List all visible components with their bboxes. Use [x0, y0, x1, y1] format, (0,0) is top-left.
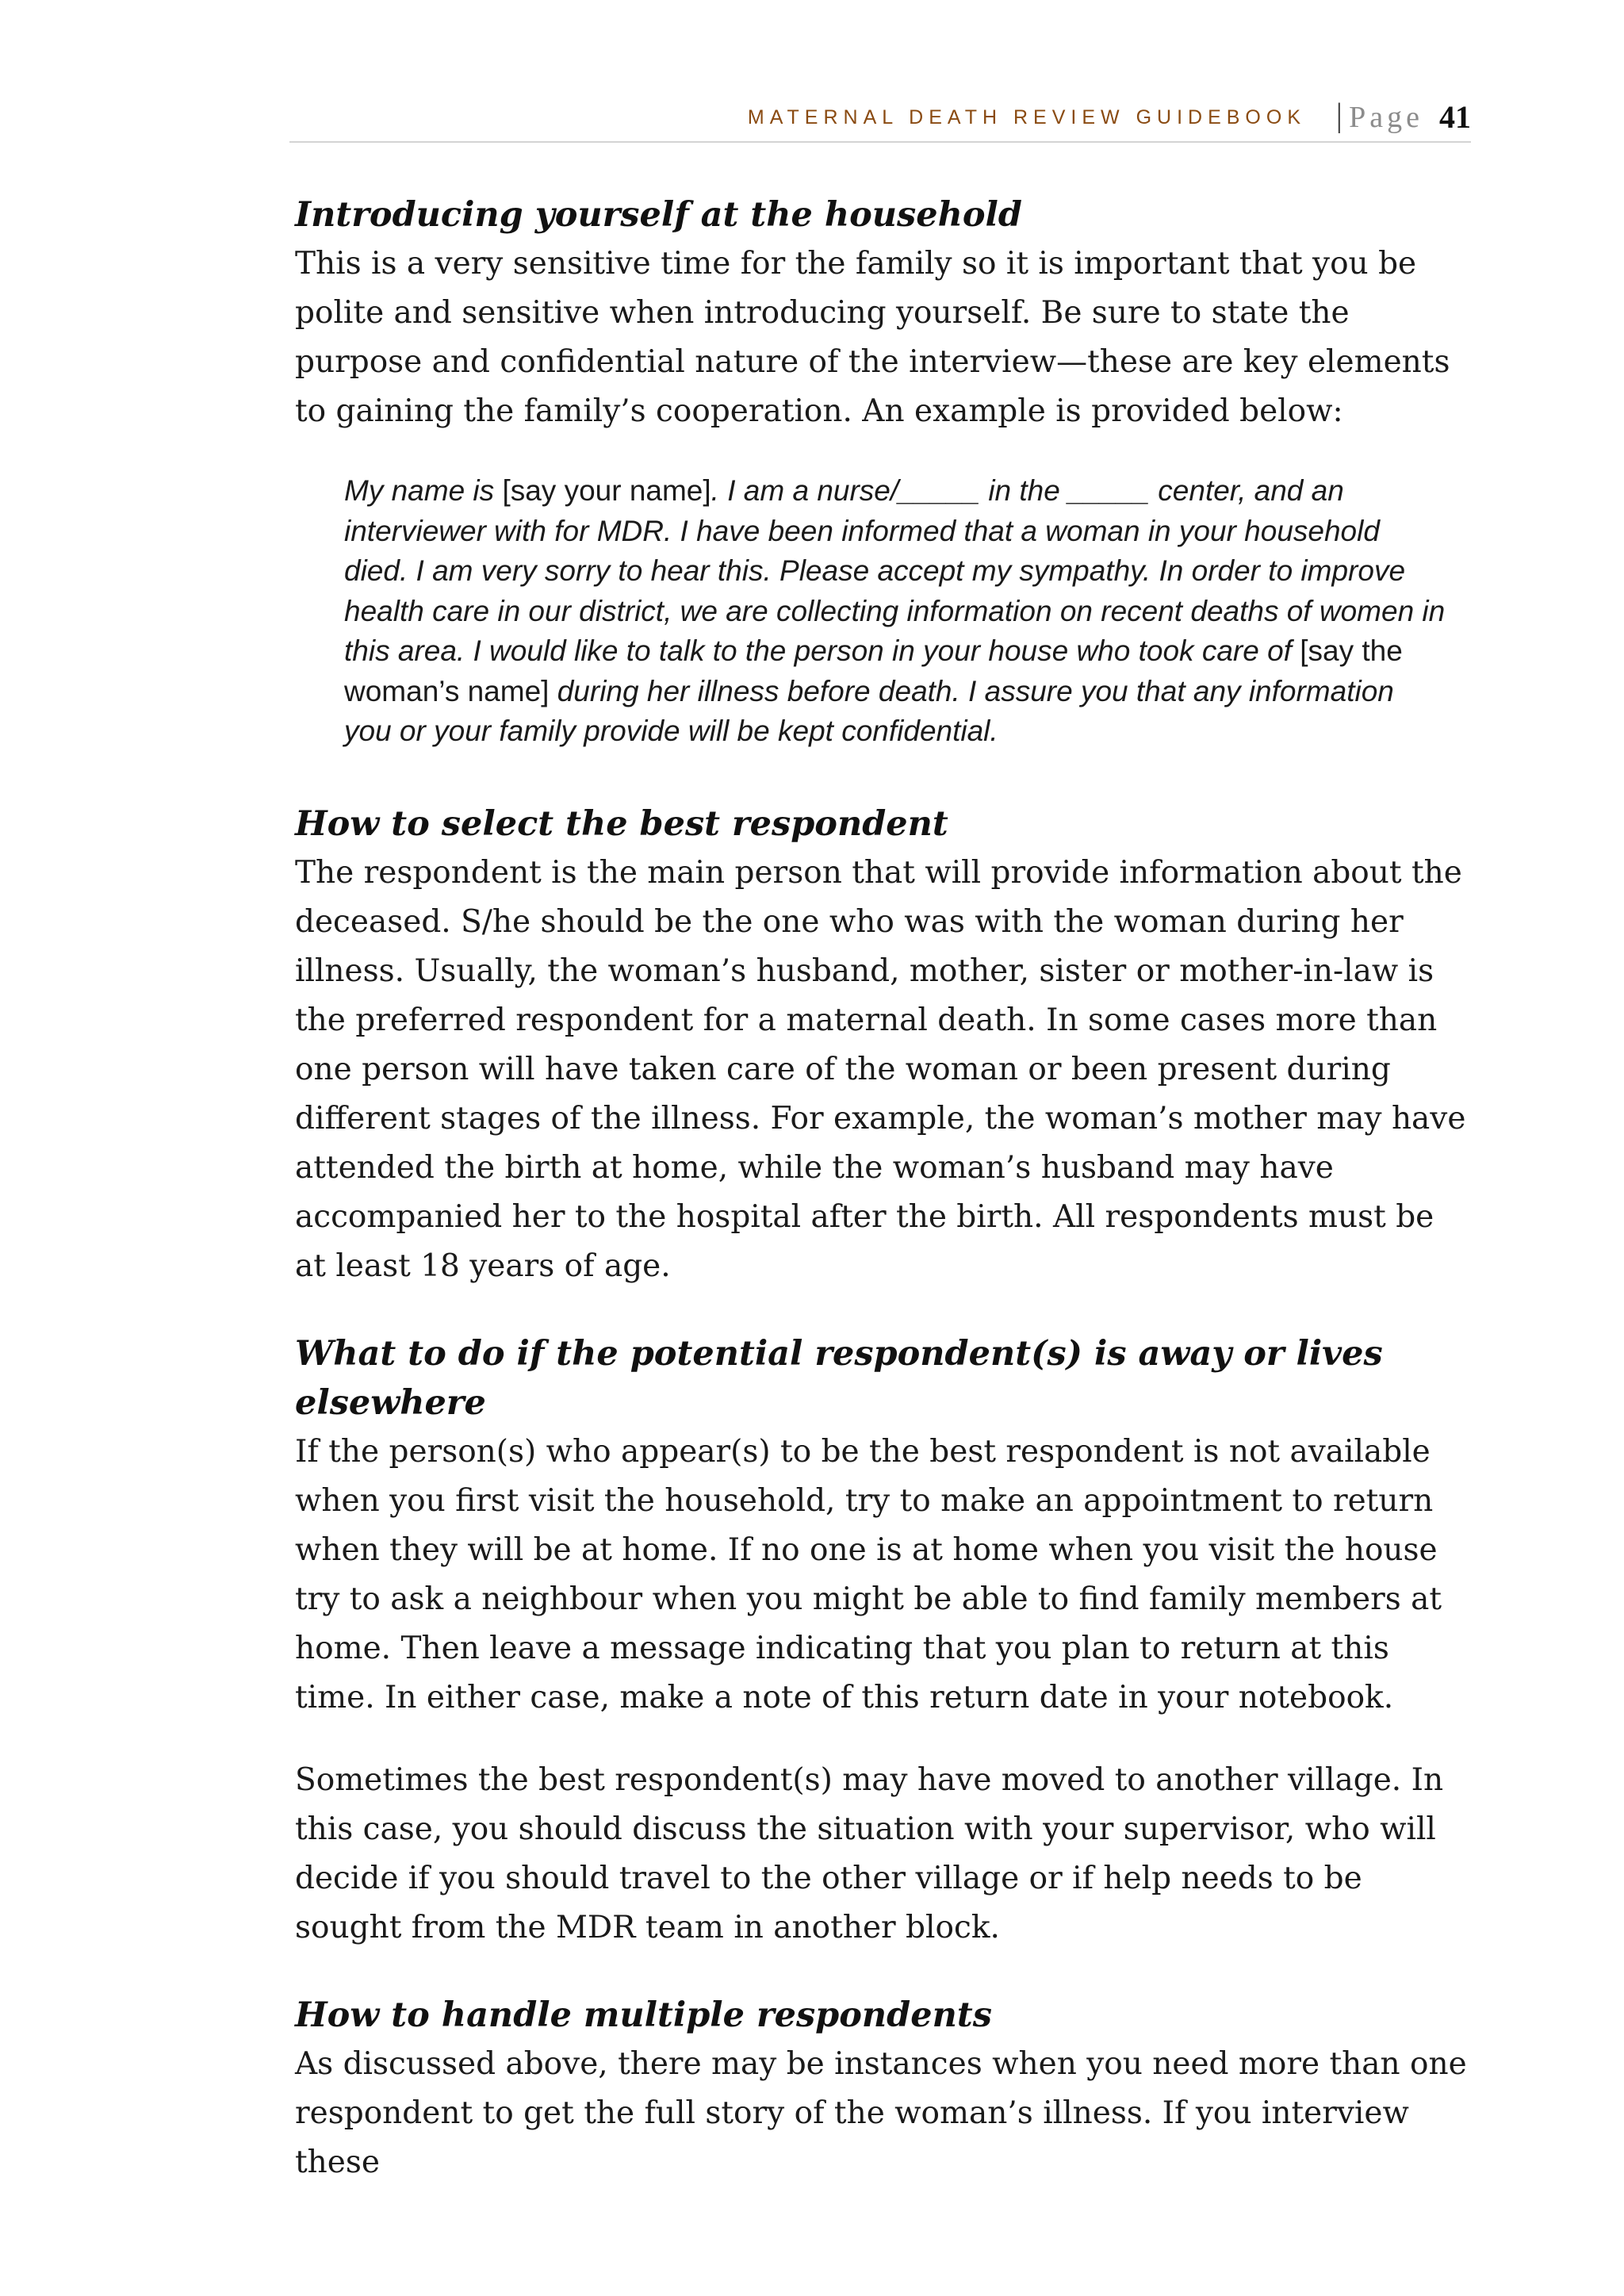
header-title: MATERNAL DEATH REVIEW GUIDEBOOK	[747, 106, 1306, 128]
page-number: 41	[1439, 99, 1471, 135]
example-script-quote	[344, 471, 1446, 752]
page-header	[289, 95, 1471, 143]
paragraph-introducing: This is a very sensitive time for the family so it is important that you be polite and sensitive when introducing yourself. Be sure to state the purpose and confidential nature of the interview—these are key elements to gaining the family’s cooperation. An example is provided below:	[295, 246, 1450, 429]
section-heading-multiple-respondents: How to handle multiple respondents	[295, 1995, 992, 2035]
quote-part-3: . I am a nurse/_____ in the _____ center, and an interviewer with for MDR. I have been informed that a woman in your household died. I am very sorry to hear this. Please accept my sympathy. In order to improve health care in our district, we are collecting information on recent deaths of women in this area. I would like to talk to the person in your house who took care of	[344, 474, 1446, 667]
paragraph-respondent-moved: Sometimes the best respondent(s) may have moved to another village. In this case, you should discuss the situation with your supervisor, who will decide if you should travel to the other village or if help needs to be sought from the MDR team in another block.	[295, 1761, 1444, 1945]
page-body	[295, 190, 1469, 2187]
paragraph-respondent-away: If the person(s) who appear(s) to be the best respondent is not available when you first visit the household, try to make an appointment to return when they will be at home. If no one is at home when you visit the house try to ask a neighbour when you might be able to find family members at home. Then leave a message indicating that you plan to return at this time. In either case, make a note of this return date in your notebook.	[295, 1433, 1442, 1715]
paragraph-select-respondent: The respondent is the main person that will provide information about the deceased. S/he should be the one who was with the woman during her illness. Usually, the woman’s husband, mother, sister or mother-in-law is the preferred respondent for a maternal death. In some cases more than one person will have taken care of the woman or been present during different stages of the illness. For example, the woman’s mother may have attended the birth at home, while the woman’s husband may have accompanied her to the hospital after the birth. All respondents must be at least 18 years of age.	[295, 854, 1466, 1284]
header-separator: |	[1335, 98, 1342, 134]
quote-placeholder-woman-name: [say the woman’s name]	[344, 634, 1403, 707]
header-page-label: Page	[1349, 101, 1423, 134]
section-heading-respondent-away: What to do if the potential respondent(s) is away or lives elsewhere	[295, 1333, 1383, 1423]
paragraph-multiple-respondents: As discussed above, there may be instances when you need more than one respondent to get the full story of the woman’s illness. If you interview these	[295, 2045, 1467, 2180]
quote-placeholder-name: [say your name]	[502, 474, 711, 507]
section-heading-select-respondent: How to select the best respondent	[295, 803, 948, 844]
quote-part-5: during her illness before death. I assure you that any information you or your family provide will be kept confidential.	[344, 674, 1394, 747]
section-heading-introducing: Introducing yourself at the household	[295, 195, 1022, 235]
quote-part-1: My name is	[344, 474, 503, 507]
